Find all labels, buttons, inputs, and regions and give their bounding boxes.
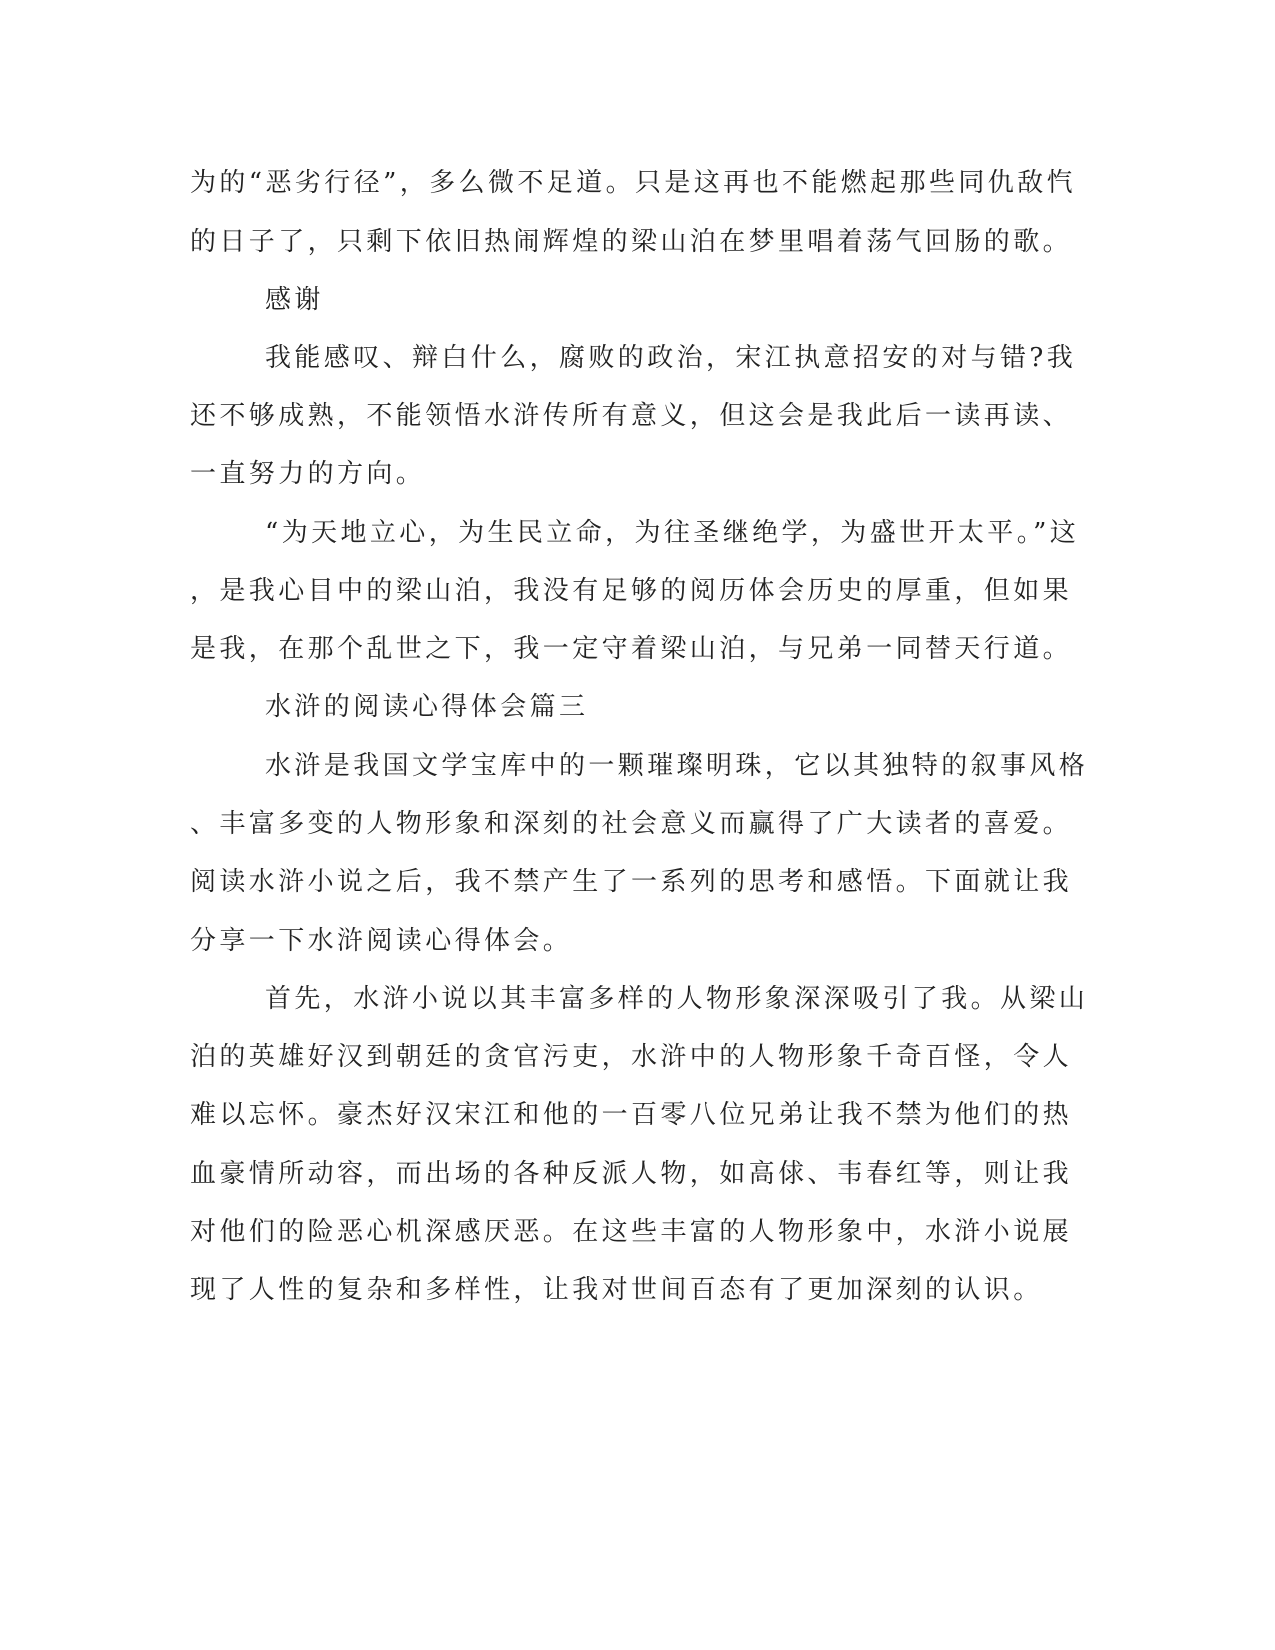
- text-line: 泊的英雄好汉到朝廷的贪官污吏，水浒中的人物形象千奇百怪，令人: [190, 1042, 1073, 1072]
- text-line: 首先，水浒小说以其丰富多样的人物形象深深吸引了我。从梁山: [265, 984, 1089, 1014]
- text-line: 现了人性的复杂和多样性，让我对世间百态有了更加深刻的认识。: [190, 1275, 1043, 1305]
- text-line: 血豪情所动容，而出场的各种反派人物，如高俅、韦春红等，则让我: [190, 1159, 1073, 1189]
- text-line: 我能感叹、辩白什么，腐败的政治，宋江执意招安的对与错?我: [265, 343, 1077, 373]
- text-line: “为天地立心，为生民立命，为往圣继绝学，为盛世开太平。”这: [265, 518, 1080, 548]
- text-line: 难以忘怀。豪杰好汉宋江和他的一百零八位兄弟让我不禁为他们的热: [190, 1100, 1073, 1130]
- section-heading: 水浒的阅读心得体会篇三: [265, 692, 589, 722]
- text-line: 还不够成熟，不能领悟水浒传所有意义，但这会是我此后一读再读、: [190, 401, 1073, 431]
- text-line: 对他们的险恶心机深感厌恶。在这些丰富的人物形象中，水浒小说展: [190, 1217, 1073, 1247]
- text-line: 分享一下水浒阅读心得体会。: [190, 926, 573, 956]
- text-line: 、丰富多变的人物形象和深刻的社会意义而赢得了广大读者的喜爱。: [190, 809, 1073, 839]
- section-heading: 感谢: [265, 285, 324, 315]
- text-line: ，是我心目中的梁山泊，我没有足够的阅历体会历史的厚重，但如果: [190, 576, 1073, 606]
- text-line: 的日子了，只剩下依旧热闹辉煌的梁山泊在梦里唱着荡气回肠的歌。: [190, 227, 1073, 257]
- text-line: 阅读水浒小说之后，我不禁产生了一系列的思考和感悟。下面就让我: [190, 867, 1073, 897]
- text-line: 一直努力的方向。: [190, 459, 426, 489]
- text-line: 是我，在那个乱世之下，我一定守着梁山泊，与兄弟一同替天行道。: [190, 634, 1073, 664]
- text-line: 水浒是我国文学宝库中的一颗璀璨明珠，它以其独特的叙事风格: [265, 751, 1089, 781]
- text-line: 为的“恶劣行径”，多么微不足道。只是这再也不能燃起那些同仇敌忾: [190, 168, 1076, 198]
